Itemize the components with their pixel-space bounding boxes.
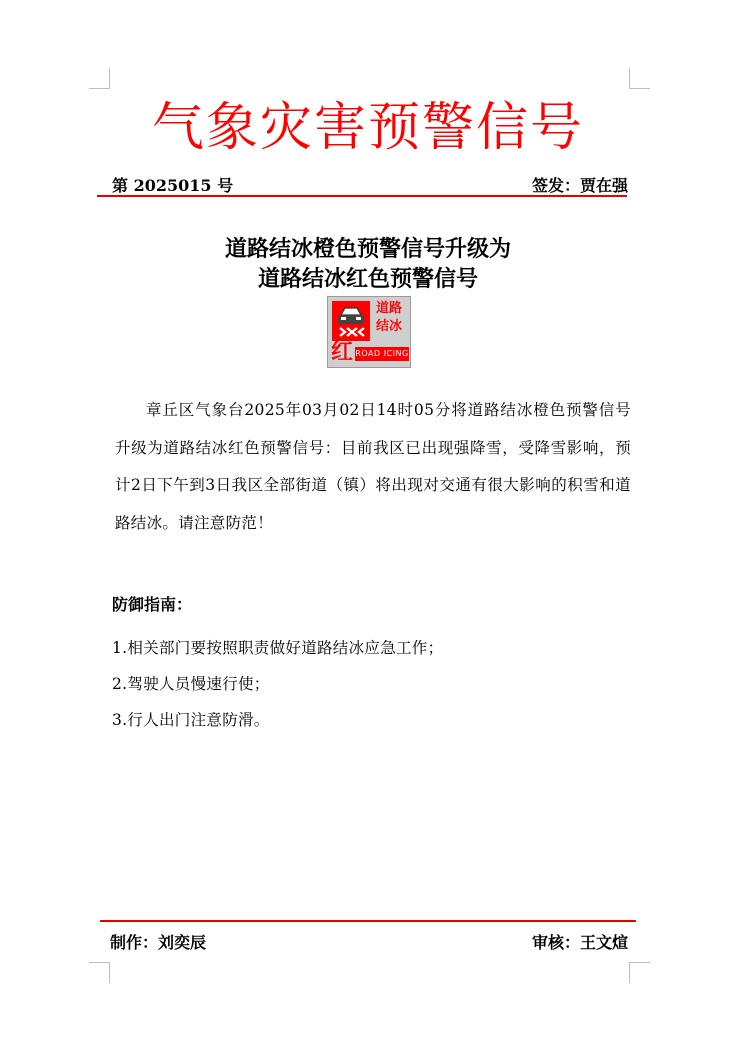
margin-mark-bottom-right: [629, 962, 650, 983]
icon-cn-label: 道路 结冰: [375, 301, 402, 334]
guide-item: 2.驾驶人员慢速行使；: [112, 675, 270, 693]
margin-mark-bottom-left: [89, 962, 110, 983]
header-divider: [97, 195, 627, 197]
margin-mark-top-left: [89, 68, 110, 89]
document-title: 气象灾害预警信号: [151, 98, 584, 158]
issue-number: 第 2025015 号: [112, 176, 234, 195]
reviewer: 审核：王文煊: [531, 933, 628, 952]
maker: 制作：刘奕辰: [110, 933, 207, 952]
guide-heading: 防御指南：: [112, 595, 193, 614]
footer-divider: [100, 920, 636, 922]
icon-en-label: ROAD ICING: [355, 347, 409, 361]
icon-level-label: 红: [331, 340, 354, 365]
notice-body: 章丘区气象台2025年03月02日14时05分将道路结冰橙色预警信号升级为道路结冰红色预警信号：目前我区已出现强降雪，受降雪影响，预计2日下午到3日我区全部街道（镇）将出现对交通有很大影响的积雪和道路结冰。请注意防范！: [115, 401, 631, 532]
signer: 签发：贾在强: [531, 176, 628, 195]
guide-item: 3.行人出门注意防滑。: [112, 711, 270, 729]
road-icing-red-warning-icon: [327, 296, 411, 368]
notice-title-line-2: 道路结冰红色预警信号: [257, 266, 478, 292]
notice-title-line-1: 道路结冰橙色预警信号升级为: [224, 236, 511, 262]
guide-list: [112, 630, 443, 738]
guide-item: 1.相关部门要按照职责做好道路结冰应急工作；: [112, 639, 444, 657]
skidding-car-icon: [332, 301, 370, 341]
margin-mark-top-right: [629, 68, 650, 89]
